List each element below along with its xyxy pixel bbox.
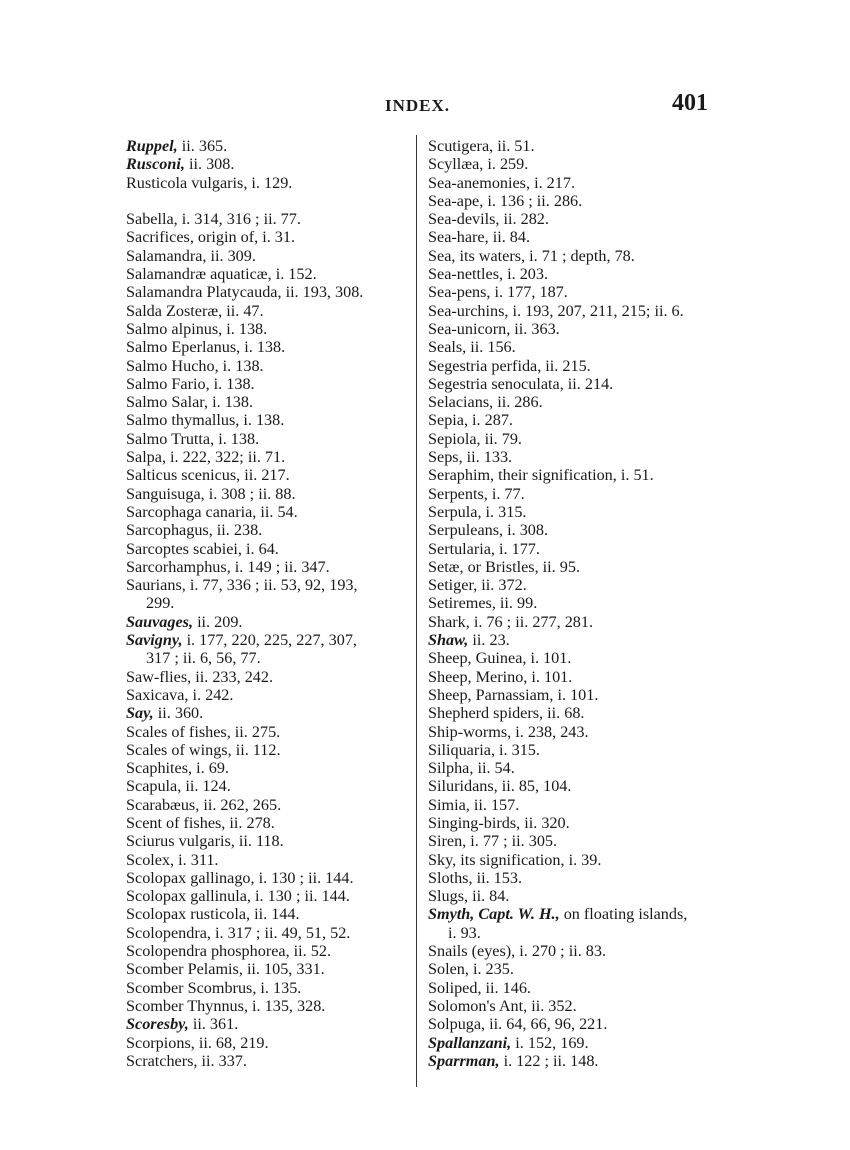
entry-text: Sabella, i. 314, 316 ; ii. 77. xyxy=(126,210,301,229)
index-entry-continuation xyxy=(126,649,421,667)
index-entry xyxy=(428,869,738,887)
index-entry xyxy=(428,814,738,832)
index-entry xyxy=(428,576,738,594)
index-entry xyxy=(428,668,738,686)
index-entry xyxy=(126,503,421,521)
entry-text: Sea-ape, i. 136 ; ii. 286. xyxy=(428,191,583,210)
entry-text: Sea-unicorn, ii. 363. xyxy=(428,319,560,338)
index-entry xyxy=(428,411,738,429)
index-entry xyxy=(126,997,421,1015)
entry-text: Scorpions, ii. 68, 219. xyxy=(126,1033,269,1052)
entry-text: ii. 308. xyxy=(184,155,235,174)
index-entry xyxy=(126,576,421,594)
entry-author-name: Say, xyxy=(126,704,154,723)
running-header: INDEX. xyxy=(385,96,451,115)
index-entry xyxy=(428,704,738,722)
entry-text: Setiremes, ii. 99. xyxy=(428,594,538,613)
entry-text: Sertularia, i. 177. xyxy=(428,539,540,558)
index-entry xyxy=(126,338,421,356)
entry-text: Scolopendra phosphorea, ii. 52. xyxy=(126,942,331,961)
entry-text: Sarcoptes scabiei, i. 64. xyxy=(126,539,279,558)
entry-text: ii. 365. xyxy=(177,137,228,155)
entry-text: Solpuga, ii. 64, 66, 96, 221. xyxy=(428,1015,608,1034)
entry-text: ii. 209. xyxy=(193,612,243,631)
entry-author-name: Shaw, xyxy=(428,631,469,650)
index-entry xyxy=(126,686,421,704)
entry-text: Sea-urchins, i. 193, 207, 211, 215; ii. 6. xyxy=(428,301,684,320)
entry-text: Salmo Eperlanus, i. 138. xyxy=(126,338,286,357)
entry-text: Scolopax rusticola, ii. 144. xyxy=(126,905,300,924)
index-entry xyxy=(428,851,738,869)
entry-text: Saw-flies, ii. 233, 242. xyxy=(126,667,274,686)
entry-text: Siliquaria, i. 315. xyxy=(428,740,540,759)
index-entry xyxy=(428,393,738,411)
entry-text: Scarabæus, ii. 262, 265. xyxy=(126,795,282,814)
entry-gap xyxy=(126,192,421,210)
index-entry xyxy=(126,137,421,155)
entry-author-name: Ruppel, xyxy=(126,137,178,155)
entry-text: Siluridans, ii. 85, 104. xyxy=(428,777,572,796)
index-entry xyxy=(428,686,738,704)
index-entry xyxy=(126,1034,421,1052)
entry-text: Sky, its signification, i. 39. xyxy=(428,850,602,869)
page-number: 401 xyxy=(672,90,708,116)
entry-author-name: Spallanzani, xyxy=(428,1033,512,1052)
entry-text: i. 152, 169. xyxy=(511,1033,589,1052)
entry-text: Sheep, Parnassiam, i. 101. xyxy=(428,685,599,704)
entry-text: Scyllæa, i. 259. xyxy=(428,155,529,174)
entry-text: Shark, i. 76 ; ii. 277, 281. xyxy=(428,612,594,631)
index-entry xyxy=(126,960,421,978)
index-entry xyxy=(428,155,738,173)
entry-text: Scolopax gallinago, i. 130 ; ii. 144. xyxy=(126,868,354,887)
entry-text: i. 177, 220, 225, 227, 307, xyxy=(182,631,357,650)
index-entry xyxy=(428,777,738,795)
index-entry xyxy=(428,485,738,503)
entry-text: Scratchers, ii. 337. xyxy=(126,1051,247,1070)
entry-text: Scomber Pelamis, ii. 105, 331. xyxy=(126,960,325,979)
entry-text: Saurians, i. 77, 336 ; ii. 53, 92, 193, xyxy=(126,576,358,595)
entry-text: Sea-devils, ii. 282. xyxy=(428,210,549,229)
entry-text: Sepia, i. 287. xyxy=(428,411,513,430)
index-entry xyxy=(428,228,738,246)
index-entry xyxy=(428,1015,738,1033)
entry-text: Serpents, i. 77. xyxy=(428,484,525,503)
column-divider xyxy=(416,135,417,1087)
index-entry xyxy=(428,759,738,777)
entry-text: Salticus scenicus, ii. 217. xyxy=(126,466,290,485)
entry-text: Salamandræ aquaticæ, i. 152. xyxy=(126,265,317,284)
index-entry xyxy=(428,631,738,649)
index-entry xyxy=(428,338,738,356)
entry-text: Scomber Thynnus, i. 135, 328. xyxy=(126,996,326,1015)
index-entry xyxy=(428,979,738,997)
entry-text: Scapula, ii. 124. xyxy=(126,777,231,796)
index-entry xyxy=(126,466,421,484)
index-entry xyxy=(428,448,738,466)
entry-text: Slugs, ii. 84. xyxy=(428,887,510,906)
index-entry xyxy=(126,777,421,795)
index-entry xyxy=(428,247,738,265)
entry-text: Seals, ii. 156. xyxy=(428,338,516,357)
index-entry xyxy=(126,704,421,722)
index-entry xyxy=(428,174,738,192)
index-entry xyxy=(428,723,738,741)
entry-text: Ship-worms, i. 238, 243. xyxy=(428,722,589,741)
index-entry xyxy=(428,302,738,320)
entry-text: Salmo Salar, i. 138. xyxy=(126,393,254,412)
index-entry xyxy=(428,137,738,155)
index-entry xyxy=(428,265,738,283)
index-entry xyxy=(126,814,421,832)
index-entry xyxy=(126,869,421,887)
entry-author-name: Scoresby, xyxy=(126,1015,189,1034)
index-entry xyxy=(428,613,738,631)
index-entry xyxy=(126,265,421,283)
index-entry-continuation xyxy=(428,924,738,942)
index-entry xyxy=(126,613,421,631)
index-entry xyxy=(126,228,421,246)
entry-text: Sheep, Guinea, i. 101. xyxy=(428,649,572,668)
entry-text: Solomon's Ant, ii. 352. xyxy=(428,996,577,1015)
entry-text: Sarcorhamphus, i. 149 ; ii. 347. xyxy=(126,557,330,576)
entry-text: Sea-pens, i. 177, 187. xyxy=(428,283,568,302)
entry-text: Sea-anemonies, i. 217. xyxy=(428,173,575,192)
index-entry-continuation xyxy=(126,594,421,612)
entry-text: Scomber Scombrus, i. 135. xyxy=(126,978,302,997)
index-entry xyxy=(428,540,738,558)
entry-text: Salmo alpinus, i. 138. xyxy=(126,319,268,338)
entry-text: Selacians, ii. 286. xyxy=(428,393,543,412)
index-entry xyxy=(428,466,738,484)
entry-text: Siren, i. 77 ; ii. 305. xyxy=(428,832,558,851)
entry-text: Sacrifices, origin of, i. 31. xyxy=(126,228,296,247)
index-entry xyxy=(428,320,738,338)
index-entry xyxy=(126,979,421,997)
entry-text: Scales of fishes, ii. 275. xyxy=(126,722,281,741)
index-entry xyxy=(428,960,738,978)
entry-text: Salda Zosteræ, ii. 47. xyxy=(126,301,264,320)
entry-text: on floating islands, xyxy=(559,905,688,924)
entry-text: Singing-birds, ii. 320. xyxy=(428,813,570,832)
index-entry xyxy=(428,503,738,521)
index-entry xyxy=(126,851,421,869)
index-entry xyxy=(428,796,738,814)
index-entry xyxy=(126,905,421,923)
entry-text: Sea, its waters, i. 71 ; depth, 78. xyxy=(428,246,635,265)
entry-text: Scolopax gallinula, i. 130 ; ii. 144. xyxy=(126,887,350,906)
index-entry xyxy=(126,430,421,448)
index-entry xyxy=(126,540,421,558)
right-index-column xyxy=(428,137,738,1070)
entry-text: Silpha, ii. 54. xyxy=(428,759,515,778)
entry-text: Shepherd spiders, ii. 68. xyxy=(428,704,585,723)
entry-text: Rusticola vulgaris, i. 129. xyxy=(126,173,293,192)
entry-text: Seraphim, their signification, i. 51. xyxy=(428,466,654,485)
entry-text: Sea-hare, ii. 84. xyxy=(428,228,531,247)
index-entry xyxy=(126,302,421,320)
entry-text: Serpula, i. 315. xyxy=(428,502,527,521)
index-entry xyxy=(126,283,421,301)
index-entry xyxy=(428,594,738,612)
index-entry xyxy=(428,375,738,393)
entry-author-name: Rusconi, xyxy=(126,155,185,174)
index-entry xyxy=(428,997,738,1015)
entry-text: Segestria perfida, ii. 215. xyxy=(428,356,591,375)
index-entry xyxy=(126,942,421,960)
entry-text: Scent of fishes, ii. 278. xyxy=(126,813,275,832)
index-entry xyxy=(428,357,738,375)
entry-text: 299. xyxy=(146,594,175,613)
entry-text: Simia, ii. 157. xyxy=(428,795,520,814)
index-entry xyxy=(126,210,421,228)
entry-text: Seps, ii. 133. xyxy=(428,448,513,467)
index-entry xyxy=(126,375,421,393)
entry-author-name: Sparrman, xyxy=(428,1051,500,1070)
index-entry xyxy=(126,924,421,942)
entry-author-name: Sauvages, xyxy=(126,612,194,631)
index-entry xyxy=(428,887,738,905)
index-entry xyxy=(126,357,421,375)
index-entry xyxy=(428,521,738,539)
entry-text: i. 93. xyxy=(448,923,481,942)
entry-text: ii. 360. xyxy=(153,704,204,723)
index-entry xyxy=(126,485,421,503)
index-entry xyxy=(126,631,421,649)
index-entry xyxy=(428,558,738,576)
entry-text: Sloths, ii. 153. xyxy=(428,868,522,887)
index-entry xyxy=(126,320,421,338)
entry-text: Solen, i. 235. xyxy=(428,960,514,979)
index-entry xyxy=(428,210,738,228)
index-entry xyxy=(126,1052,421,1070)
entry-text: Scolopendra, i. 317 ; ii. 49, 51, 52. xyxy=(126,923,351,942)
index-entry xyxy=(126,155,421,173)
entry-text: Salmo Trutta, i. 138. xyxy=(126,429,260,448)
entry-text: ii. 361. xyxy=(188,1015,239,1034)
entry-text: Segestria senoculata, ii. 214. xyxy=(428,374,614,393)
entry-text: Sarcophaga canaria, ii. 54. xyxy=(126,502,298,521)
entry-text: Saxicava, i. 242. xyxy=(126,685,234,704)
index-entry xyxy=(126,558,421,576)
index-entry xyxy=(126,448,421,466)
entry-text: Setiger, ii. 372. xyxy=(428,576,527,595)
entry-text: 317 ; ii. 6, 56, 77. xyxy=(146,649,261,668)
index-entry xyxy=(126,1015,421,1033)
entry-text: Sarcophagus, ii. 238. xyxy=(126,521,263,540)
entry-text: Sheep, Merino, i. 101. xyxy=(428,667,573,686)
index-entry xyxy=(428,741,738,759)
entry-text: Salpa, i. 222, 322; ii. 71. xyxy=(126,448,286,467)
entry-text: Scaphites, i. 69. xyxy=(126,759,229,778)
index-entry xyxy=(428,942,738,960)
entry-text: Salamandra Platycauda, ii. 193, 308. xyxy=(126,283,364,302)
index-entry xyxy=(428,905,738,923)
entry-text: Scolex, i. 311. xyxy=(126,850,219,869)
index-entry xyxy=(428,1052,738,1070)
index-entry xyxy=(428,832,738,850)
index-entry xyxy=(126,174,421,192)
entry-author-name: Savigny, xyxy=(126,631,183,650)
index-entry xyxy=(126,668,421,686)
entry-text: Salmo Hucho, i. 138. xyxy=(126,356,264,375)
entry-text: i. 122 ; ii. 148. xyxy=(499,1051,599,1070)
entry-text: Salmo thymallus, i. 138. xyxy=(126,411,285,430)
left-index-column xyxy=(126,137,421,1070)
index-entry xyxy=(126,741,421,759)
entry-text: ii. 23. xyxy=(468,631,510,650)
index-entry xyxy=(126,393,421,411)
index-entry xyxy=(126,887,421,905)
entry-text: Soliped, ii. 146. xyxy=(428,978,531,997)
entry-author-name: Smyth, Capt. W. H., xyxy=(428,905,560,924)
index-entry xyxy=(126,247,421,265)
index-entry xyxy=(126,521,421,539)
entry-text: Sanguisuga, i. 308 ; ii. 88. xyxy=(126,484,296,503)
index-entry xyxy=(126,759,421,777)
index-entry xyxy=(428,430,738,448)
index-entry xyxy=(428,192,738,210)
entry-text: Sciurus vulgaris, ii. 118. xyxy=(126,832,284,851)
entry-text: Salmo Fario, i. 138. xyxy=(126,374,255,393)
index-entry xyxy=(126,796,421,814)
entry-text: Sea-nettles, i. 203. xyxy=(428,265,549,284)
entry-text: Sepiola, ii. 79. xyxy=(428,429,522,448)
index-entry xyxy=(126,411,421,429)
index-entry xyxy=(126,832,421,850)
entry-text: Setæ, or Bristles, ii. 95. xyxy=(428,557,580,576)
index-entry xyxy=(126,723,421,741)
entry-text: Salamandra, ii. 309. xyxy=(126,246,256,265)
index-entry xyxy=(428,649,738,667)
entry-text: Scutigera, ii. 51. xyxy=(428,137,535,155)
entry-text: Serpuleans, i. 308. xyxy=(428,521,549,540)
index-entry xyxy=(428,1034,738,1052)
entry-text: Snails (eyes), i. 270 ; ii. 83. xyxy=(428,942,607,961)
entry-text: Scales of wings, ii. 112. xyxy=(126,740,281,759)
index-entry xyxy=(428,283,738,301)
